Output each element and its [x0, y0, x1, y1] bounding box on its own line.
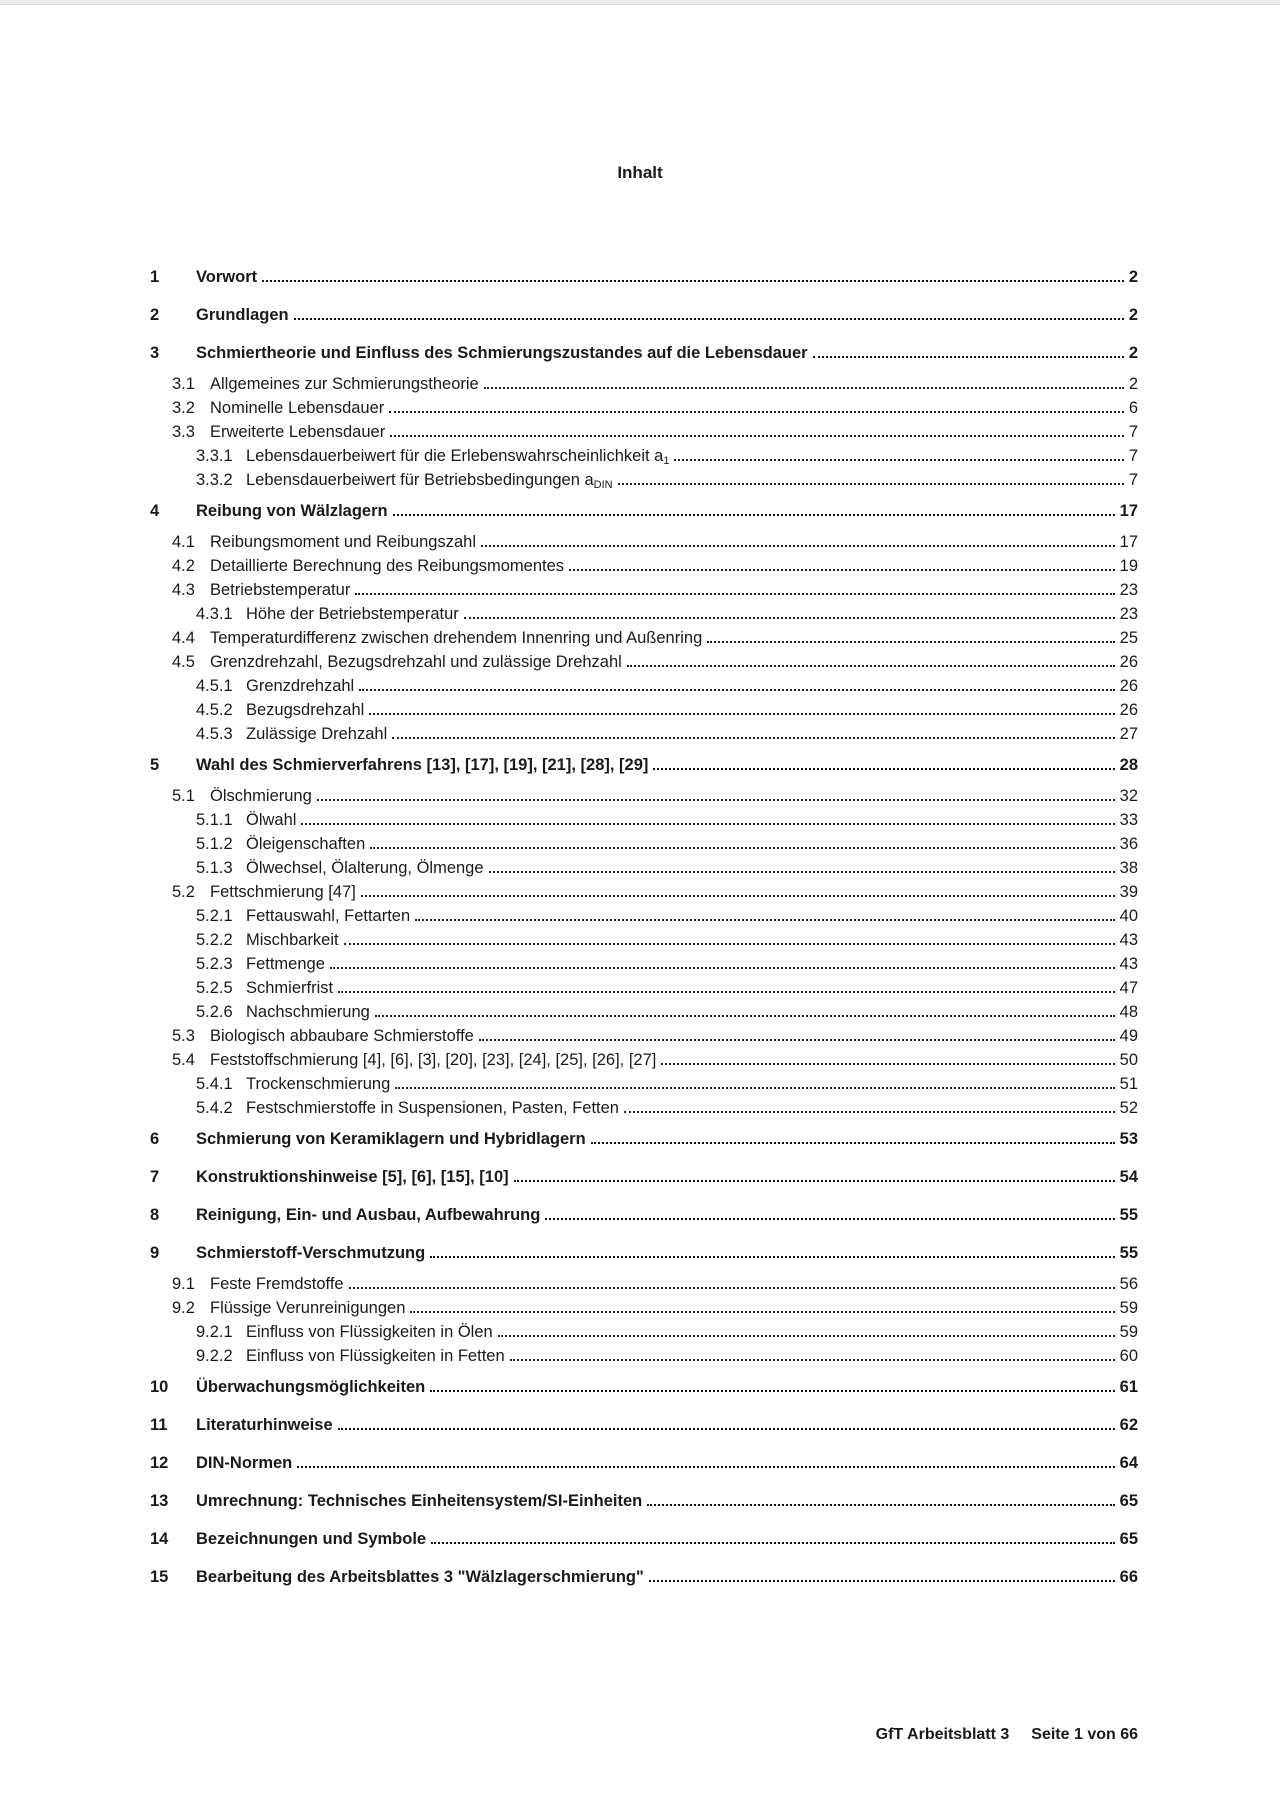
toc-entry[interactable]: [150, 1451, 1138, 1475]
toc-leader-dots: [430, 1390, 1114, 1392]
toc-entry-number: 5.3: [172, 1027, 195, 1045]
toc-entry-title: Ölwechsel, Ölalterung, Ölmenge: [246, 859, 484, 877]
toc-entry-title: Reibungsmoment und Reibungszahl: [210, 533, 476, 551]
toc-leader-dots: [618, 483, 1124, 485]
toc-entry-title-subscript: DIN: [593, 479, 613, 491]
toc-entry[interactable]: [150, 1072, 1138, 1096]
toc-entry-page: 28: [1119, 756, 1138, 774]
toc-entry-title: Schmierfrist: [246, 979, 334, 997]
toc-entry-page: 7: [1128, 471, 1138, 489]
toc-entry-page: 33: [1119, 811, 1138, 829]
toc-leader-dots: [430, 1256, 1114, 1258]
toc-entry-page: 54: [1119, 1168, 1138, 1186]
toc-leader-dots: [431, 1542, 1115, 1544]
toc-entry[interactable]: [150, 674, 1138, 698]
toc-entry-title: Wahl des Schmierverfahrens [13], [17], [19], [21], [28], [29]: [196, 756, 649, 774]
toc-leader-dots: [510, 1359, 1115, 1361]
toc-entry[interactable]: [150, 976, 1138, 1000]
toc-leader-dots: [393, 514, 1115, 516]
toc-leader-dots: [674, 459, 1123, 461]
toc-entry-title: Flüssige Verunreinigungen: [210, 1299, 406, 1317]
toc-entry-title: Grenzdrehzahl, Bezugsdrehzahl und zulässige Drehzahl: [210, 653, 622, 671]
toc-entry-number: 4.2: [172, 557, 195, 575]
toc-entry[interactable]: [150, 722, 1138, 746]
toc-entry-number: 5.2: [172, 883, 195, 901]
toc-entry-number: 1: [150, 268, 160, 286]
toc-entry-number: 4.5: [172, 653, 195, 671]
toc-leader-dots: [545, 1218, 1114, 1220]
toc-entry[interactable]: [150, 1203, 1138, 1227]
toc-entry-title: Schmierung von Keramiklagern und Hybridlagern: [196, 1130, 586, 1148]
toc-entry-title: Vorwort: [196, 268, 258, 286]
toc-entry[interactable]: [150, 1024, 1138, 1048]
toc-entry[interactable]: [150, 1241, 1138, 1265]
footer-document-label: GfT Arbeitsblatt 3: [875, 1726, 1010, 1743]
toc-entry-page: 43: [1119, 955, 1138, 973]
toc-leader-dots: [301, 823, 1114, 825]
toc-entry[interactable]: [150, 444, 1138, 468]
toc-entry[interactable]: [150, 650, 1138, 674]
toc-entry-number: 9: [150, 1244, 160, 1262]
toc-entry-page: 47: [1119, 979, 1138, 997]
toc-entry-title-subscript: 1: [663, 455, 670, 467]
toc-entry-page: 48: [1119, 1003, 1138, 1021]
toc-entry-number: 5.1.2: [196, 835, 233, 853]
toc-leader-dots: [359, 689, 1114, 691]
toc-entry[interactable]: [150, 952, 1138, 976]
toc-leader-dots: [647, 1504, 1114, 1506]
toc-entry-page: 23: [1119, 605, 1138, 623]
toc-entry-number: 10: [150, 1378, 169, 1396]
toc-leader-dots: [361, 895, 1115, 897]
toc-entry[interactable]: [150, 499, 1138, 523]
toc-entry-page: 26: [1119, 701, 1138, 719]
toc-entry-title: Zulässige Drehzahl: [246, 725, 388, 743]
toc-entry-title: Fettschmierung [47]: [210, 883, 356, 901]
toc-leader-dots: [624, 1111, 1115, 1113]
toc-entry[interactable]: [150, 626, 1138, 650]
toc-leader-dots: [355, 593, 1114, 595]
toc-entry[interactable]: [150, 468, 1138, 492]
toc-entry[interactable]: [150, 303, 1138, 327]
toc-entry-title: Betriebstemperatur: [210, 581, 351, 599]
toc-leader-dots: [464, 617, 1115, 619]
toc-entry-number: 4.5.2: [196, 701, 233, 719]
toc-entry-number: 4: [150, 502, 160, 520]
toc-entry[interactable]: [150, 1096, 1138, 1120]
toc-entry[interactable]: [150, 904, 1138, 928]
toc-leader-dots: [653, 768, 1114, 770]
toc-entry[interactable]: [150, 1272, 1138, 1296]
toc-entry-number: 3: [150, 344, 160, 362]
toc-leader-dots: [390, 435, 1124, 437]
toc-entry-title: Einfluss von Flüssigkeiten in Fetten: [246, 1347, 505, 1365]
toc-entry-number: 15: [150, 1568, 169, 1586]
toc-entry-page: 55: [1119, 1244, 1138, 1262]
toc-entry-title: Literaturhinweise: [196, 1416, 333, 1434]
toc-entry-title: Fettauswahl, Fettarten: [246, 907, 411, 925]
toc-entry[interactable]: [150, 1527, 1138, 1551]
toc-leader-dots: [484, 387, 1124, 389]
toc-entry[interactable]: [150, 1127, 1138, 1151]
toc-entry-page: 52: [1119, 1099, 1138, 1117]
toc-entry-title: Grenzdrehzahl: [246, 677, 355, 695]
toc-entry-page: 2: [1128, 375, 1138, 393]
toc-leader-dots: [591, 1142, 1115, 1144]
toc-entry-title: Erweiterte Lebensdauer: [210, 423, 386, 441]
toc-leader-dots: [349, 1287, 1115, 1289]
toc-leader-dots: [297, 1466, 1114, 1468]
toc-entry-number: 5.2.1: [196, 907, 233, 925]
toc-entry-title: Biologisch abbaubare Schmierstoffe: [210, 1027, 474, 1045]
toc-entry[interactable]: [150, 1296, 1138, 1320]
toc-leader-dots: [649, 1580, 1115, 1582]
toc-entry-title: Umrechnung: Technisches Einheitensystem/SI-Einheiten: [196, 1492, 643, 1510]
toc-leader-dots: [627, 665, 1115, 667]
toc-entry-title: Ölwahl: [246, 811, 297, 829]
toc-leader-dots: [481, 545, 1115, 547]
toc-leader-dots: [514, 1180, 1115, 1182]
toc-entry-page: 59: [1119, 1323, 1138, 1341]
toc-leader-dots: [370, 847, 1114, 849]
toc-entry-number: 9.2.2: [196, 1347, 233, 1365]
toc-entry-title: Öleigenschaften: [246, 835, 366, 853]
toc-leader-dots: [489, 871, 1115, 873]
toc-entry[interactable]: [150, 265, 1138, 289]
toc-entry-number: 4.1: [172, 533, 195, 551]
toc-entry-page: 43: [1119, 931, 1138, 949]
toc-entry-page: 49: [1119, 1027, 1138, 1045]
toc-entry-number: 4.5.1: [196, 677, 233, 695]
toc-entry-page: 32: [1119, 787, 1138, 805]
toc-entry[interactable]: [150, 341, 1138, 365]
toc-entry-title: Temperaturdifferenz zwischen drehendem Innenring und Außenring: [210, 629, 703, 647]
toc-entry[interactable]: [150, 784, 1138, 808]
toc-entry-number: 5.1.3: [196, 859, 233, 877]
toc-entry-number: 5.4: [172, 1051, 195, 1069]
toc-entry[interactable]: [150, 554, 1138, 578]
toc-entry-title: Trockenschmierung: [246, 1075, 391, 1093]
toc-entry[interactable]: [150, 420, 1138, 444]
toc-entry[interactable]: [150, 832, 1138, 856]
toc-leader-dots: [707, 641, 1114, 643]
toc-entry-title: Feste Fremdstoffe: [210, 1275, 344, 1293]
toc-leader-dots: [369, 713, 1114, 715]
toc-entry[interactable]: [150, 1048, 1138, 1072]
toc-leader-dots: [338, 1428, 1115, 1430]
toc-entry-number: 4.3: [172, 581, 195, 599]
toc-entry-page: 62: [1119, 1416, 1138, 1434]
toc-leader-dots: [389, 411, 1124, 413]
toc-entry-page: 26: [1119, 677, 1138, 695]
toc-entry-title: Schmiertheorie und Einfluss des Schmierungszustandes auf die Lebensdauer: [196, 344, 808, 362]
toc-entry[interactable]: [150, 753, 1138, 777]
toc-entry-number: 6: [150, 1130, 160, 1148]
toc-entry-number: 9.2.1: [196, 1323, 233, 1341]
toc-entry[interactable]: [150, 880, 1138, 904]
toc-entry-number: 5.4.1: [196, 1075, 233, 1093]
toc-entry-page: 26: [1119, 653, 1138, 671]
toc-entry-number: 2: [150, 306, 160, 324]
toc-entry-number: 5.2.5: [196, 979, 233, 997]
toc-entry-title: Überwachungsmöglichkeiten: [196, 1378, 426, 1396]
toc-entry-number: 4.5.3: [196, 725, 233, 743]
toc-leader-dots: [375, 1015, 1115, 1017]
toc-entry-number: 3.2: [172, 399, 195, 417]
toc-entry[interactable]: [150, 1320, 1138, 1344]
toc-entry-number: 5.2.6: [196, 1003, 233, 1021]
toc-entry-number: 7: [150, 1168, 160, 1186]
toc-leader-dots: [410, 1311, 1114, 1313]
table-of-contents: [150, 258, 1138, 1596]
toc-entry-number: 13: [150, 1492, 169, 1510]
toc-entry-title: Konstruktionshinweise [5], [6], [15], [10]: [196, 1168, 509, 1186]
toc-entry[interactable]: [150, 808, 1138, 832]
toc-entry-page: 2: [1128, 344, 1138, 362]
toc-entry-title: DIN-Normen: [196, 1454, 293, 1472]
toc-leader-dots: [330, 967, 1115, 969]
toc-entry[interactable]: [150, 578, 1138, 602]
toc-entry-page: 7: [1128, 447, 1138, 465]
toc-entry-title: Höhe der Betriebstemperatur: [246, 605, 459, 623]
toc-entry-page: 6: [1128, 399, 1138, 417]
toc-entry-number: 3.1: [172, 375, 195, 393]
toc-leader-dots: [415, 919, 1114, 921]
toc-entry-page: 7: [1128, 423, 1138, 441]
toc-entry[interactable]: [150, 1489, 1138, 1513]
toc-entry-page: 59: [1119, 1299, 1138, 1317]
toc-entry-number: 8: [150, 1206, 160, 1224]
toc-entry[interactable]: [150, 530, 1138, 554]
toc-entry-page: 38: [1119, 859, 1138, 877]
toc-entry-title: Schmierstoff-Verschmutzung: [196, 1244, 426, 1262]
toc-leader-dots: [569, 569, 1115, 571]
toc-entry-number: 9.1: [172, 1275, 195, 1293]
toc-entry-number: 5.1: [172, 787, 195, 805]
toc-entry-number: 3.3: [172, 423, 195, 441]
toc-entry[interactable]: [150, 1375, 1138, 1399]
toc-entry-title: Grundlagen: [196, 306, 289, 324]
toc-entry-page: 40: [1119, 907, 1138, 925]
toc-entry[interactable]: [150, 1165, 1138, 1189]
toc-entry-title: Bearbeitung des Arbeitsblattes 3 "Wälzlagerschmierung": [196, 1568, 644, 1586]
toc-entry-page: 2: [1128, 268, 1138, 286]
toc-entry-page: 19: [1119, 557, 1138, 575]
toc-leader-dots: [344, 943, 1115, 945]
toc-entry-title: Ölschmierung: [210, 787, 312, 805]
toc-leader-dots: [317, 799, 1115, 801]
toc-entry-page: 61: [1119, 1378, 1138, 1396]
toc-entry-title: Bezugsdrehzahl: [246, 701, 365, 719]
toc-entry-number: 5.2.3: [196, 955, 233, 973]
toc-entry-title: Lebensdauerbeiwert für die Erlebenswahrscheinlichkeit $a_1$: [246, 447, 670, 467]
toc-entry-title: Detaillierte Berechnung des Reibungsmomentes: [210, 557, 565, 575]
toc-entry-number: 5.1.1: [196, 811, 233, 829]
toc-entry-title: Lebensdauerbeiwert für Betriebsbedingungen $a_{DIN}$: [246, 471, 613, 491]
toc-entry[interactable]: [150, 1565, 1138, 1589]
toc-entry-page: 64: [1119, 1454, 1138, 1472]
toc-entry[interactable]: [150, 1344, 1138, 1368]
toc-entry-number: 3.3.2: [196, 471, 233, 489]
toc-leader-dots: [262, 280, 1124, 282]
toc-entry-page: 39: [1119, 883, 1138, 901]
toc-entry-number: 5: [150, 756, 160, 774]
toc-entry-page: 23: [1119, 581, 1138, 599]
toc-entry-number: 5.2.2: [196, 931, 233, 949]
toc-entry-page: 25: [1119, 629, 1138, 647]
toc-entry-number: 5.4.2: [196, 1099, 233, 1117]
toc-entry[interactable]: [150, 1413, 1138, 1437]
toc-entry-number: 14: [150, 1530, 169, 1548]
toc-entry-title: Bezeichnungen und Symbole: [196, 1530, 427, 1548]
toc-entry[interactable]: [150, 856, 1138, 880]
toc-entry[interactable]: [150, 602, 1138, 626]
toc-entry-title: Reinigung, Ein- und Ausbau, Aufbewahrung: [196, 1206, 541, 1224]
toc-entry[interactable]: [150, 928, 1138, 952]
toc-entry-number: 3.3.1: [196, 447, 233, 465]
toc-entry-title: Fettmenge: [246, 955, 325, 973]
toc-entry-page: 66: [1119, 1568, 1138, 1586]
toc-leader-dots: [392, 737, 1114, 739]
footer-page-indicator: Seite 1 von 66: [1031, 1726, 1138, 1743]
toc-entry-page: 65: [1119, 1530, 1138, 1548]
footer: [876, 1726, 1138, 1744]
toc-entry-page: 60: [1119, 1347, 1138, 1365]
toc-entry-page: 51: [1119, 1075, 1138, 1093]
toc-entry-title: Einfluss von Flüssigkeiten in Ölen: [246, 1323, 493, 1341]
toc-entry-page: 17: [1119, 533, 1138, 551]
toc-entry-page: 27: [1119, 725, 1138, 743]
toc-entry-number: 9.2: [172, 1299, 195, 1317]
toc-entry-number: 11: [150, 1416, 168, 1434]
toc-entry-number: 4.3.1: [196, 605, 233, 623]
toc-leader-dots: [813, 356, 1124, 358]
toc-entry-title: Festschmierstoffe in Suspensionen, Pasten, Fetten: [246, 1099, 619, 1117]
toc-entry[interactable]: [150, 698, 1138, 722]
toc-entry-title: Mischbarkeit: [246, 931, 339, 949]
toc-leader-dots: [498, 1335, 1115, 1337]
toc-entry-page: 56: [1119, 1275, 1138, 1293]
toc-entry-page: 53: [1119, 1130, 1138, 1148]
toc-entry[interactable]: [150, 1000, 1138, 1024]
toc-entry-page: 50: [1119, 1051, 1138, 1069]
toc-entry-title: Feststoffschmierung [4], [6], [3], [20], [23], [24], [25], [26], [27]: [210, 1051, 657, 1069]
toc-entry-page: 36: [1119, 835, 1138, 853]
toc-entry-title: Nachschmierung: [246, 1003, 370, 1021]
toc-entry-title: Nominelle Lebensdauer: [210, 399, 385, 417]
toc-leader-dots: [338, 991, 1115, 993]
window-top-edge: [0, 0, 1280, 5]
toc-leader-dots: [395, 1087, 1114, 1089]
toc-leader-dots: [294, 318, 1124, 320]
toc-entry-number: 12: [150, 1454, 169, 1472]
toc-entry-page: 2: [1128, 306, 1138, 324]
toc-entry[interactable]: [150, 396, 1138, 420]
toc-entry-page: 17: [1119, 502, 1138, 520]
toc-entry-page: 55: [1119, 1206, 1138, 1224]
toc-entry[interactable]: [150, 372, 1138, 396]
toc-entry-number: 4.4: [172, 629, 195, 647]
toc-leader-dots: [661, 1063, 1114, 1065]
toc-entry-title: Reibung von Wälzlagern: [196, 502, 388, 520]
toc-entry-title: Allgemeines zur Schmierungstheorie: [210, 375, 479, 393]
toc-leader-dots: [479, 1039, 1115, 1041]
page-title: Inhalt: [617, 163, 663, 182]
toc-entry-page: 65: [1119, 1492, 1138, 1510]
